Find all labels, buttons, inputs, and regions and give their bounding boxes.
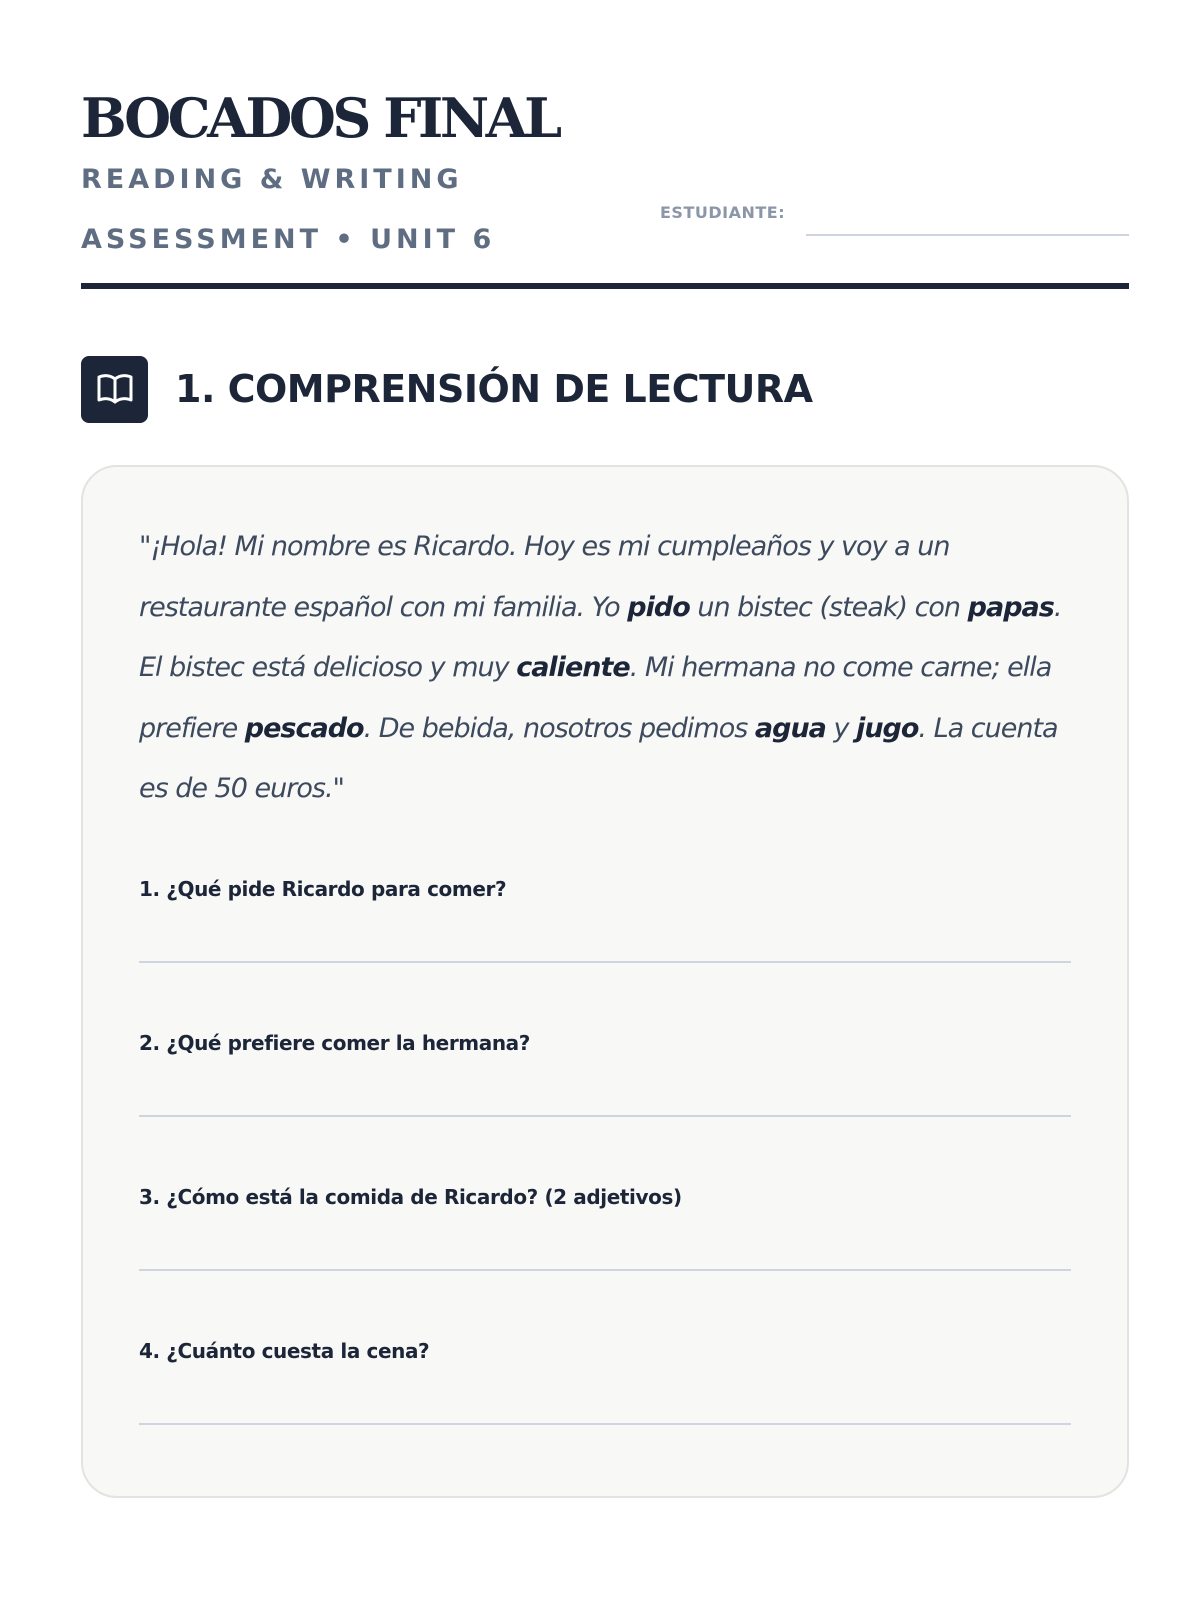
answer-line-2[interactable] <box>139 1071 1071 1117</box>
student-name-block <box>660 195 1129 235</box>
question-text: 4. ¿Cuánto cuesta la cena? <box>139 1339 430 1363</box>
header-divider <box>81 283 1129 289</box>
reading-passage: "¡Hola! Mi nombre es Ricardo. Hoy es mi cumpleaños y voy a un restaurante español con mi familia. Yo pido un bistec (steak) con papas. El bistec está delicioso y muy caliente. Mi hermana no come carne; ella prefiere pescado. De bebida, nosotros pedimos agua y jugo. La cuenta es de 50 euros." <box>139 531 1062 804</box>
keyword: caliente <box>516 652 630 683</box>
question-text: 1. ¿Qué pide Ricardo para comer? <box>139 877 507 901</box>
question-text: 3. ¿Cómo está la comida de Ricardo? (2 adjetivos) <box>139 1185 682 1209</box>
section-header <box>81 356 1129 423</box>
question-1 <box>139 875 1071 985</box>
reading-card <box>81 465 1129 1498</box>
worksheet-subtitle <box>81 150 495 270</box>
student-name-input[interactable] <box>806 195 1129 236</box>
question-4 <box>139 1337 1071 1447</box>
subtitle-line-1: READING & WRITING <box>81 164 463 195</box>
keyword: agua <box>754 712 826 744</box>
question-2 <box>139 1029 1071 1139</box>
subtitle-line-2: ASSESSMENT • UNIT 6 <box>81 224 496 255</box>
answer-line-1[interactable] <box>139 917 1071 963</box>
keyword: papas <box>967 591 1054 623</box>
open-book-icon <box>81 356 148 423</box>
answer-line-3[interactable] <box>139 1225 1071 1271</box>
student-label: ESTUDIANTE: <box>660 203 786 222</box>
worksheet-title: BOCADOS FINAL <box>81 86 559 150</box>
question-text: 2. ¿Qué prefiere comer la hermana? <box>139 1031 530 1055</box>
answer-line-4[interactable] <box>139 1379 1071 1425</box>
worksheet-header <box>81 82 1129 292</box>
question-3 <box>139 1183 1071 1293</box>
keyword: pido <box>627 591 690 623</box>
section-title: 1. COMPRENSIÓN DE LECTURA <box>175 367 813 411</box>
keyword: pescado <box>244 712 364 744</box>
keyword: jugo <box>856 712 919 744</box>
